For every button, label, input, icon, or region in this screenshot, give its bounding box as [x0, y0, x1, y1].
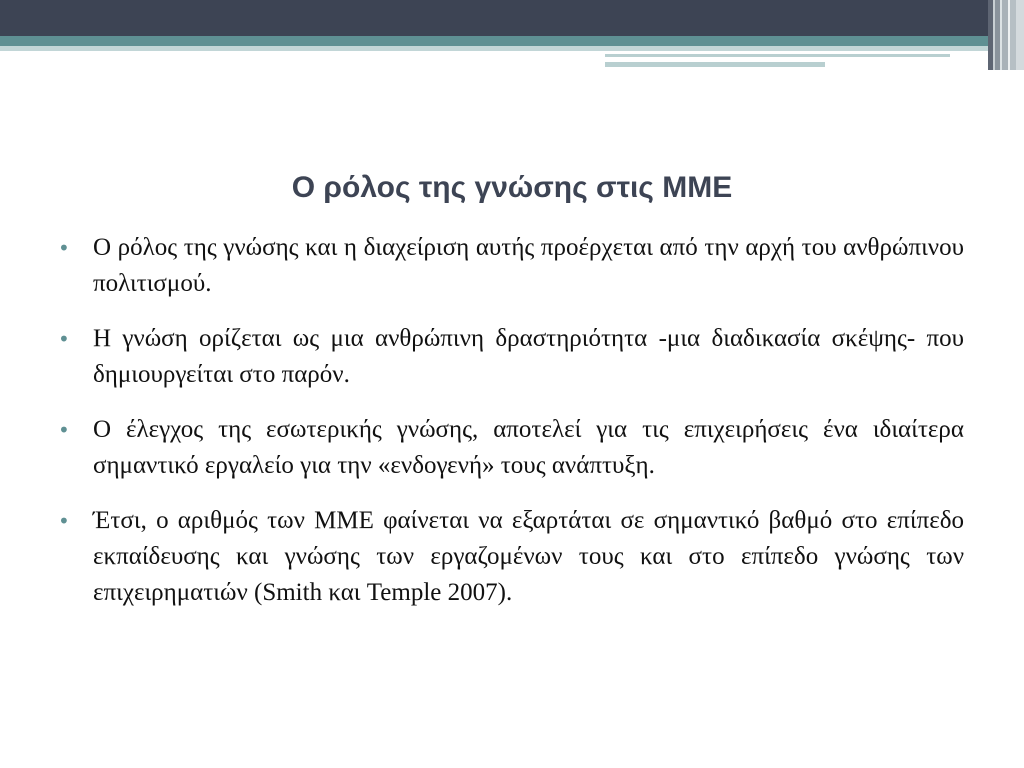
header-accent-line — [605, 54, 950, 57]
bullet-icon: • — [58, 236, 70, 260]
header-accent-band — [0, 36, 1000, 46]
header-accent-line-short — [605, 62, 825, 67]
bullet-item — [58, 321, 964, 393]
bullet-icon: • — [58, 509, 70, 533]
bullet-item — [58, 412, 964, 484]
bullet-text: Ο έλεγχος της εσωτερικής γνώσης, αποτελεί για τις επιχειρήσεις ένα ιδιαίτερα σημαντικό εργαλείο για την «ενδογενή» τους ανάπτυξη. — [93, 416, 964, 479]
bullet-list — [58, 230, 964, 630]
bullet-item — [58, 503, 964, 611]
header-stripe-decoration — [988, 0, 1024, 70]
header-bar — [0, 0, 1024, 36]
bullet-icon: • — [58, 418, 70, 442]
bullet-item — [58, 230, 964, 302]
header-accent-light — [0, 46, 1000, 51]
bullet-text: Ο ρόλος της γνώσης και η διαχείριση αυτής προέρχεται από την αρχή του ανθρώπινου πολιτισμού. — [93, 234, 964, 297]
slide-title: Ο ρόλος της γνώσης στις ΜΜΕ — [291, 171, 733, 204]
bullet-text: Η γνώση ορίζεται ως μια ανθρώπινη δραστηριότητα -μια διαδικασία σκέψης- που δημιουργείται στο παρόν. — [93, 325, 964, 388]
bullet-icon: • — [58, 327, 70, 351]
bullet-text: Έτσι, ο αριθμός των ΜΜΕ φαίνεται να εξαρτάται σε σημαντικό βαθμό στο επίπεδο εκπαίδευσης και γνώσης των εργαζομένων τους και στο επίπεδο γνώσης των επιχειρηματιών (Smith και Temple 2007). — [93, 507, 964, 606]
